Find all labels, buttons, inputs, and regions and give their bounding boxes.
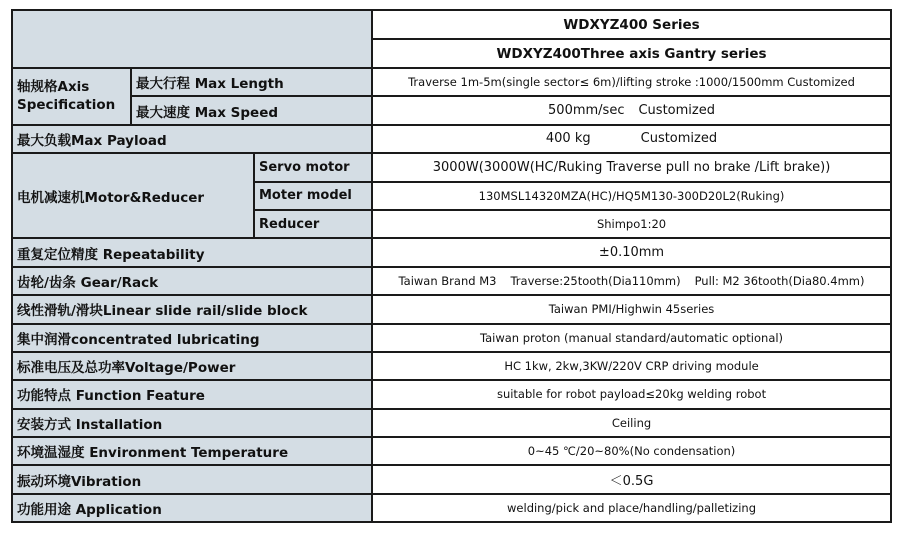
moter-model-label: Moter model (254, 182, 372, 210)
table-row (12, 409, 891, 437)
max-speed-value: 500mm/sec (548, 103, 625, 119)
max-payload-note: Customized (640, 131, 718, 147)
installation-value: Ceiling (372, 409, 891, 437)
max-length-label: 最大行程 Max Length (131, 68, 372, 96)
series-subtitle: WDXYZ400Three axis Gantry series (372, 39, 891, 68)
header-blank-cell (12, 10, 372, 68)
lubrication-value: Taiwan proton (manual standard/automatic optional) (372, 324, 891, 352)
table-row (12, 267, 891, 295)
servo-motor-value: 3000W(3000W(HC/Ruking Traverse pull no brake /Lift brake)) (372, 153, 891, 181)
vibration-value: ＜0.5G (372, 465, 891, 493)
repeatability-label: 重复定位精度 Repeatability (12, 238, 372, 266)
function-feature-value: suitable for robot payload≤20kg welding robot (372, 380, 891, 408)
installation-label: 安装方式 Installation (12, 409, 372, 437)
servo-motor-label: Servo motor (254, 153, 372, 181)
moter-model-value: 130MSL14320MZA(HC)/HQ5M130-300D20L2(Ruking) (372, 182, 891, 210)
table-row (12, 295, 891, 323)
slide-rail-label: 线性滑轨/滑块Linear slide rail/slide block (12, 295, 372, 323)
max-length-value: Traverse 1m-5m(single sector≤ 6m)/lifting stroke :1000/1500mm Customized (372, 68, 891, 96)
table-row (12, 465, 891, 493)
gear-rack-label: 齿轮/齿条 Gear/Rack (12, 267, 372, 295)
max-payload-value: 400 kg (545, 131, 591, 147)
table-row (12, 324, 891, 352)
gear-rack-value-cell (372, 267, 891, 295)
environment-label: 环境温湿度 Environment Temperature (12, 437, 372, 465)
table-row (12, 96, 891, 124)
series-title: WDXYZ400 Series (372, 10, 891, 39)
spec-table (11, 9, 892, 523)
table-row (12, 125, 891, 153)
application-label: 功能用途 Application (12, 494, 372, 522)
gear-rack-brand: Taiwan Brand M3 (398, 273, 497, 288)
lubrication-label: 集中润滑concentrated lubricating (12, 324, 372, 352)
table-row (12, 153, 891, 181)
header-row-series (12, 10, 891, 39)
environment-value: 0~45 ℃/20~80%(No condensation) (372, 437, 891, 465)
max-payload-label: 最大负载Max Payload (12, 125, 372, 153)
table-row (12, 437, 891, 465)
axis-spec-label-line2: Specification (17, 97, 116, 114)
slide-rail-value: Taiwan PMI/Highwin 45series (372, 295, 891, 323)
application-value: welding/pick and place/handling/palletizing (372, 494, 891, 522)
table-row (12, 238, 891, 266)
voltage-power-value: HC 1kw, 2kw,3KW/220V CRP driving module (372, 352, 891, 380)
max-payload-value-cell (372, 125, 891, 153)
max-speed-value-cell (372, 96, 891, 124)
table-row (12, 352, 891, 380)
table-row (12, 494, 891, 522)
voltage-power-label: 标准电压及总功率Voltage/Power (12, 352, 372, 380)
repeatability-value: ±0.10mm (372, 238, 891, 266)
max-speed-label: 最大速度 Max Speed (131, 96, 372, 124)
table-row (12, 68, 891, 96)
function-feature-label: 功能特点 Function Feature (12, 380, 372, 408)
axis-spec-label (12, 68, 131, 125)
axis-spec-label-line1: 轴规格Axis (17, 79, 90, 96)
gear-rack-traverse: Traverse:25tooth(Dia110mm) (510, 273, 681, 288)
vibration-label: 振动环境Vibration (12, 465, 372, 493)
reducer-label: Reducer (254, 210, 372, 238)
reducer-value: Shimpo1:20 (372, 210, 891, 238)
motor-reducer-label: 电机减速机Motor&Reducer (12, 153, 254, 238)
table-row (12, 380, 891, 408)
max-speed-note: Customized (638, 103, 715, 119)
gear-rack-pull: Pull: M2 36tooth(Dia80.4mm) (694, 273, 865, 288)
